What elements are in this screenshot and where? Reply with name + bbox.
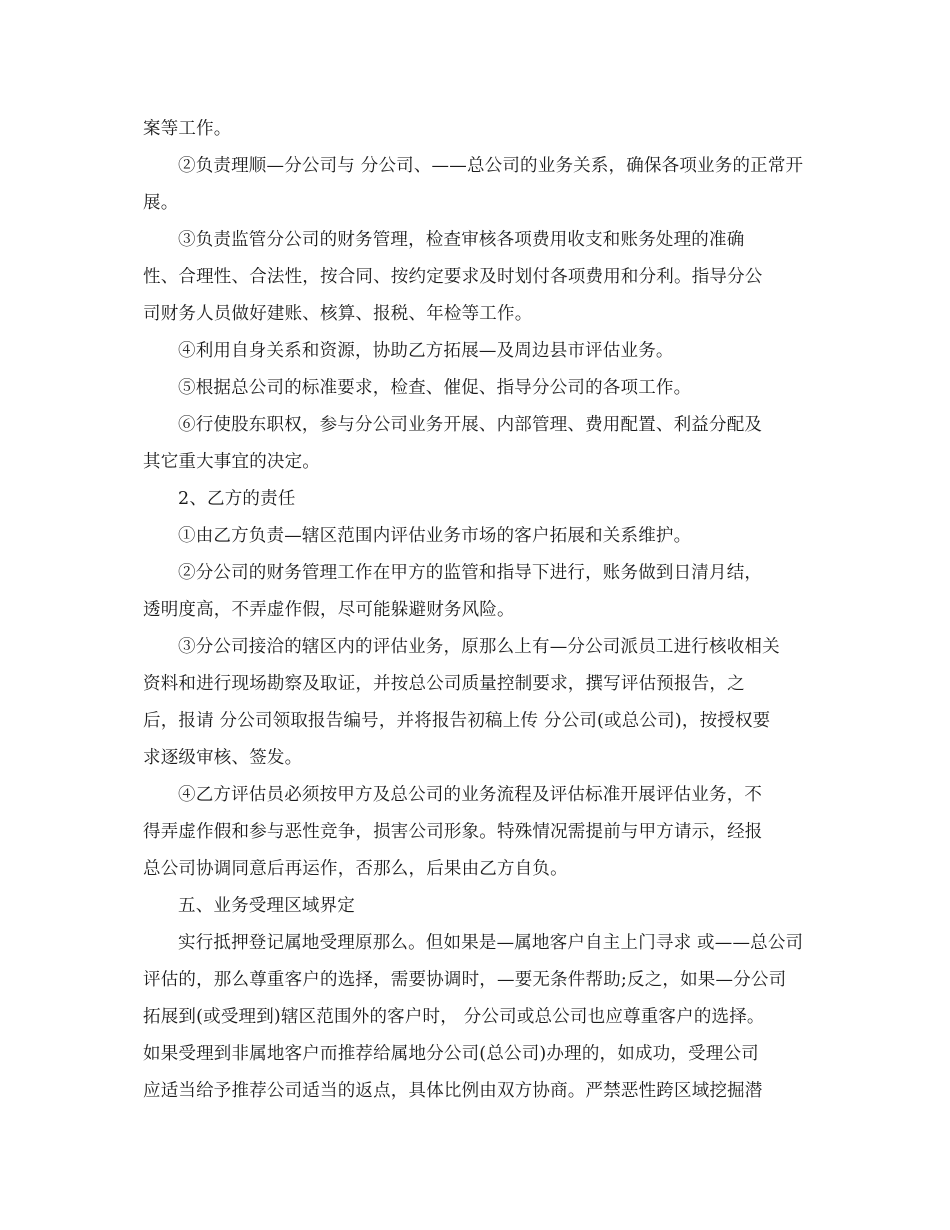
paragraph-line: ③负责监管分公司的财务管理，检查审核各项费用收支和账务处理的准确 xyxy=(178,230,745,250)
paragraph-line: 总公司协调同意后再运作，否那么，后果由乙方自负。 xyxy=(143,859,568,879)
paragraph-line: ④乙方评估员必须按甲方及总公司的业务流程及评估标准开展评估业务，不 xyxy=(178,785,763,805)
paragraph-line: 应适当给予推荐公司适当的返点，具体比例由双方协商。严禁恶性跨区域挖掘潜 xyxy=(143,1081,763,1101)
paragraph-line: 拓展到(或受理到)辖区范围外的客户时， 分公司或总公司也应尊重客户的选择。 xyxy=(143,1007,765,1027)
paragraph-line: 得弄虚作假和参与恶性竞争，损害公司形象。特殊情况需提前与甲方请示，经报 xyxy=(143,822,763,842)
paragraph-line: 评估的，那么尊重客户的选择，需要协调时，—要无条件帮助;反之，如果—分公司 xyxy=(143,970,787,990)
paragraph-line: 透明度高，不弄虚作假，尽可能躲避财务风险。 xyxy=(143,600,515,620)
paragraph-line: 案等工作。 xyxy=(143,119,232,139)
paragraph-line: ③分公司接洽的辖区内的评估业务，原那么上有—分公司派员工进行核收相关 xyxy=(178,637,780,657)
paragraph-line: ⑤根据总公司的标准要求，检查、催促、指导分公司的各项工作。 xyxy=(178,378,692,398)
paragraph-line: 性、合理性、合法性，按合同、按约定要求及时划付各项费用和分利。指导分公 xyxy=(143,267,763,287)
paragraph-line: 司财务人员做好建账、核算、报税、年检等工作。 xyxy=(143,304,533,324)
paragraph-line: 资料和进行现场勘察及取证，并按总公司质量控制要求，撰写评估预报告，之 xyxy=(143,674,745,694)
paragraph-line: ①由乙方负责—辖区范围内评估业务市场的客户拓展和关系维护。 xyxy=(178,526,692,546)
paragraph-line: 如果受理到非属地客户而推荐给属地分公司(总公司)办理的，如成功，受理公司 xyxy=(143,1044,759,1064)
paragraph-line: ②负责理顺—分公司与 分公司、——总公司的业务关系，确保各项业务的正常开 xyxy=(178,156,804,176)
section-heading: 五、业务受理区域界定 xyxy=(178,896,355,916)
paragraph-line: 展。 xyxy=(143,193,179,213)
paragraph-line: 实行抵押登记属地受理原那么。但如果是—属地客户自主上门寻求 或——总公司 xyxy=(178,933,804,953)
paragraph-line: ②分公司的财务管理工作在甲方的监管和指导下进行，账务做到日清月结， xyxy=(178,563,763,583)
paragraph-line: ④利用自身关系和资源，协助乙方拓展—及周边县市评估业务。 xyxy=(178,341,674,361)
paragraph-line: 后，报请 分公司领取报告编号，并将报告初稿上传 分公司(或总公司)，按授权要 xyxy=(143,711,771,731)
paragraph-line: 求逐级审核、签发。 xyxy=(143,748,303,768)
paragraph-line: 其它重大事宜的决定。 xyxy=(143,452,320,472)
paragraph-line: ⑥行使股东职权，参与分公司业务开展、内部管理、费用配置、利益分配及 xyxy=(178,415,763,435)
section-heading: 2、乙方的责任 xyxy=(178,489,296,509)
